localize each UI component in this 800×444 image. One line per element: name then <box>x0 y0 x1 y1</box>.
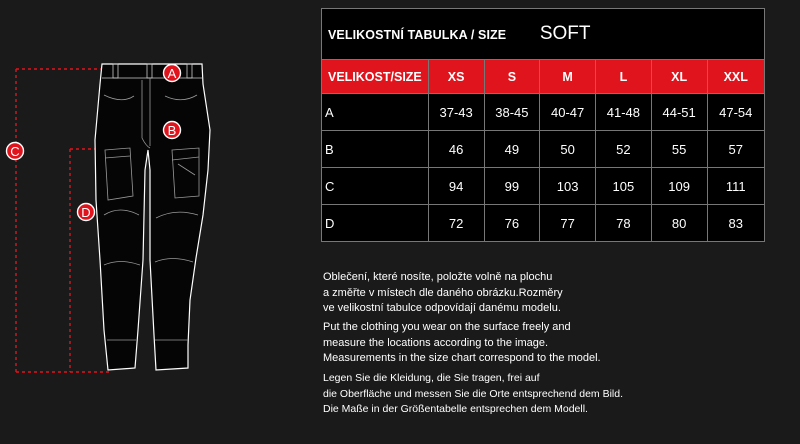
note-line: a změřte v místech dle daného obrázku.Rozměry <box>323 286 563 299</box>
header-xl: XL <box>651 60 707 94</box>
note-line: Die Maße in der Größentabelle entsprechen dem Modell. <box>323 403 588 415</box>
marker-a <box>164 65 181 82</box>
instructions-czech <box>323 270 563 317</box>
marker-c-label: C <box>10 144 20 159</box>
table-cell: 46 <box>428 131 484 168</box>
table-header-row <box>322 60 765 94</box>
pants-measurement-figure <box>0 0 300 444</box>
table-row-c <box>322 168 765 205</box>
table-cell: 111 <box>707 168 764 205</box>
pants-icon <box>95 64 210 370</box>
table-cell: 78 <box>596 205 652 242</box>
marker-d <box>78 204 95 221</box>
table-cell: 50 <box>540 131 596 168</box>
table-cell: 52 <box>596 131 652 168</box>
header-xs: XS <box>428 60 484 94</box>
marker-b-label: B <box>167 123 177 138</box>
table-cell: 37-43 <box>428 94 484 131</box>
table-cell: 40-47 <box>540 94 596 131</box>
note-line: ve velikostní tabulce odpovídají danému modelu. <box>323 302 561 314</box>
table-cell: 41-48 <box>596 94 652 131</box>
note-line: measure the locations according to the image. <box>323 336 549 349</box>
table-row-a <box>322 94 765 131</box>
note-line: Oblečení, které nosíte, položte volně na plochu <box>323 271 553 283</box>
header-size-label: VELIKOST/SIZE <box>322 60 429 94</box>
table-cell: 109 <box>651 168 707 205</box>
table-title-cell <box>322 9 765 60</box>
table-cell: 94 <box>428 168 484 205</box>
size-table <box>321 8 765 242</box>
row-label: A <box>322 94 429 131</box>
table-cell: 83 <box>707 205 764 242</box>
table-cell: 44-51 <box>651 94 707 131</box>
header-xxl: XXL <box>707 60 764 94</box>
table-cell: 57 <box>707 131 764 168</box>
header-l: L <box>596 60 652 94</box>
table-cell: 80 <box>651 205 707 242</box>
table-cell: 105 <box>596 168 652 205</box>
row-label: D <box>322 205 429 242</box>
marker-b <box>164 122 181 139</box>
header-m: M <box>540 60 596 94</box>
marker-a-label: A <box>167 66 177 81</box>
table-cell: 49 <box>484 131 540 168</box>
note-line: Put the clothing you wear on the surface freely and <box>323 321 571 333</box>
marker-c <box>7 143 24 160</box>
table-cell: 103 <box>540 168 596 205</box>
instructions-english <box>323 320 601 367</box>
row-label: B <box>322 131 429 168</box>
table-row-d <box>322 205 765 242</box>
table-cell: 77 <box>540 205 596 242</box>
table-cell: 55 <box>651 131 707 168</box>
table-cell: 76 <box>484 205 540 242</box>
note-line: Measurements in the size chart correspond to the model. <box>323 352 601 364</box>
note-line: die Oberfläche und messen Sie die Orte entsprechend dem Bild. <box>323 387 624 400</box>
header-s: S <box>484 60 540 94</box>
table-row-b <box>322 131 765 168</box>
table-cell: 38-45 <box>484 94 540 131</box>
table-title: VELIKOSTNÍ TABULKA / SIZE <box>328 28 507 42</box>
note-line: Legen Sie die Kleidung, die Sie tragen, frei auf <box>323 372 540 384</box>
table-cell: 99 <box>484 168 540 205</box>
table-cell: 47-54 <box>707 94 764 131</box>
model-name: SOFT <box>539 23 591 44</box>
instructions-german <box>323 371 623 418</box>
marker-d-label: D <box>81 205 91 220</box>
table-cell: 72 <box>428 205 484 242</box>
row-label: C <box>322 168 429 205</box>
table-title-row <box>322 9 765 60</box>
